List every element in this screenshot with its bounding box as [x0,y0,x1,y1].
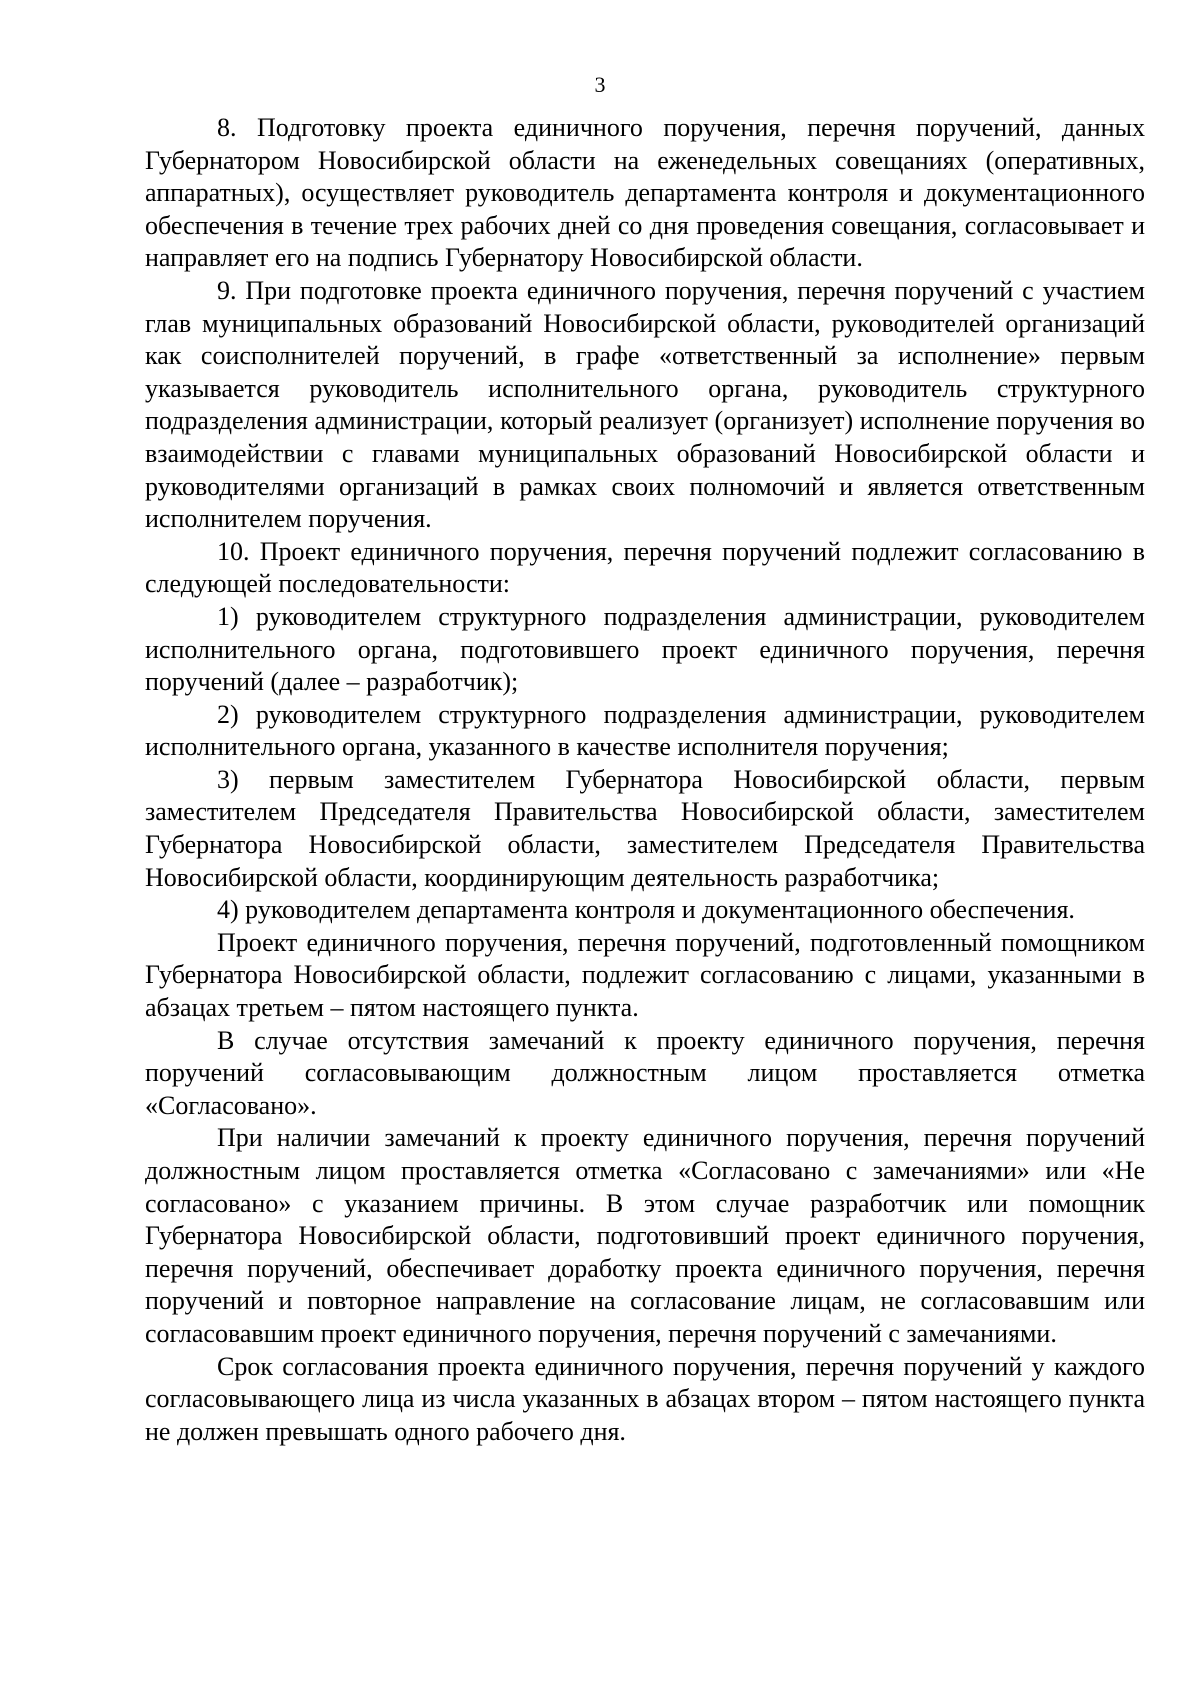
subparagraph-3: 3) первым заместителем Губернатора Новосибирской области, первым заместителем Председателя Правительства Новосибирской области, заместителем Губернатора Новосибирской области, заместителем Председателя Правительства Новосибирской области, координирующим деятельность разработчика; [145,764,1145,892]
subparagraph-4: 4) руководителем департамента контроля и документационного обеспечения. [217,895,1075,925]
paragraph-item-9: 9. При подготовке проекта единичного поручения, перечня поручений с участием глав муниципальных образований Новосибирской области, руководителей организаций как соисполнителей поручений, в графе «ответственный за исполнение» первым указывается руководитель исполнительного органа, руководитель структурного подразделения администрации, который реализует (организует) исполнение поручения во взаимодействии с главами муниципальных образований Новосибирской области и руководителями организаций в рамках своих полномочий и является ответственным исполнителем поручения. [145,275,1145,534]
paragraph-with-remarks: При наличии замечаний к проекту единичного поручения, перечня поручений должностным лицом проставляется отметка «Согласовано с замечаниями» или «Не согласовано» с указанием причины. В этом случае разработчик или помощник Губернатора Новосибирской области, подготовивший проект единичного поручения, перечня поручений, обеспечивает доработку проекта единичного поручения, перечня поручений и повторное направление на согласование лицам, не согласовавшим или согласовавшим проект единичного поручения, перечня поручений с замечаниями. [145,1123,1145,1348]
paragraph-no-remarks: В случае отсутствия замечаний к проекту единичного поручения, перечня поручений согласовывающим должностным лицом проставляется отметка «Согласовано». [145,1025,1145,1120]
document-body [145,112,1145,1448]
paragraph-assistant-draft: Проект единичного поручения, перечня поручений, подготовленный помощником Губернатора Новосибирской области, подлежит согласованию с лицами, указанными в абзацах третьем – пятом настоящего пункта. [145,927,1145,1023]
paragraph-item-10: 10. Проект единичного поручения, перечня поручений подлежит согласованию в следующей последовательности: [145,536,1145,599]
paragraph-item-8: 8. Подготовку проекта единичного поручения, перечня поручений, данных Губернатором Новосибирской области на еженедельных совещаниях (оперативных, аппаратных), осуществляет руководитель департамента контроля и документационного обеспечения в течение трех рабочих дней со дня проведения совещания, согласовывает и направляет его на подпись Губернатору Новосибирской области. [145,113,1145,273]
subparagraph-2: 2) руководителем структурного подразделения администрации, руководителем исполнительного органа, указанного в качестве исполнителя поручения; [145,699,1145,762]
subparagraph-1: 1) руководителем структурного подразделения администрации, руководителем исполнительного органа, подготовившего проект единичного поручения, перечня поручений (далее – разработчик); [145,601,1145,697]
paragraph-approval-deadline: Срок согласования проекта единичного поручения, перечня поручений у каждого согласовывающего лица из числа указанных в абзацах втором – пятом настоящего пункта не должен превышать одного рабочего дня. [145,1351,1145,1446]
page-number: 3 [594,72,606,97]
